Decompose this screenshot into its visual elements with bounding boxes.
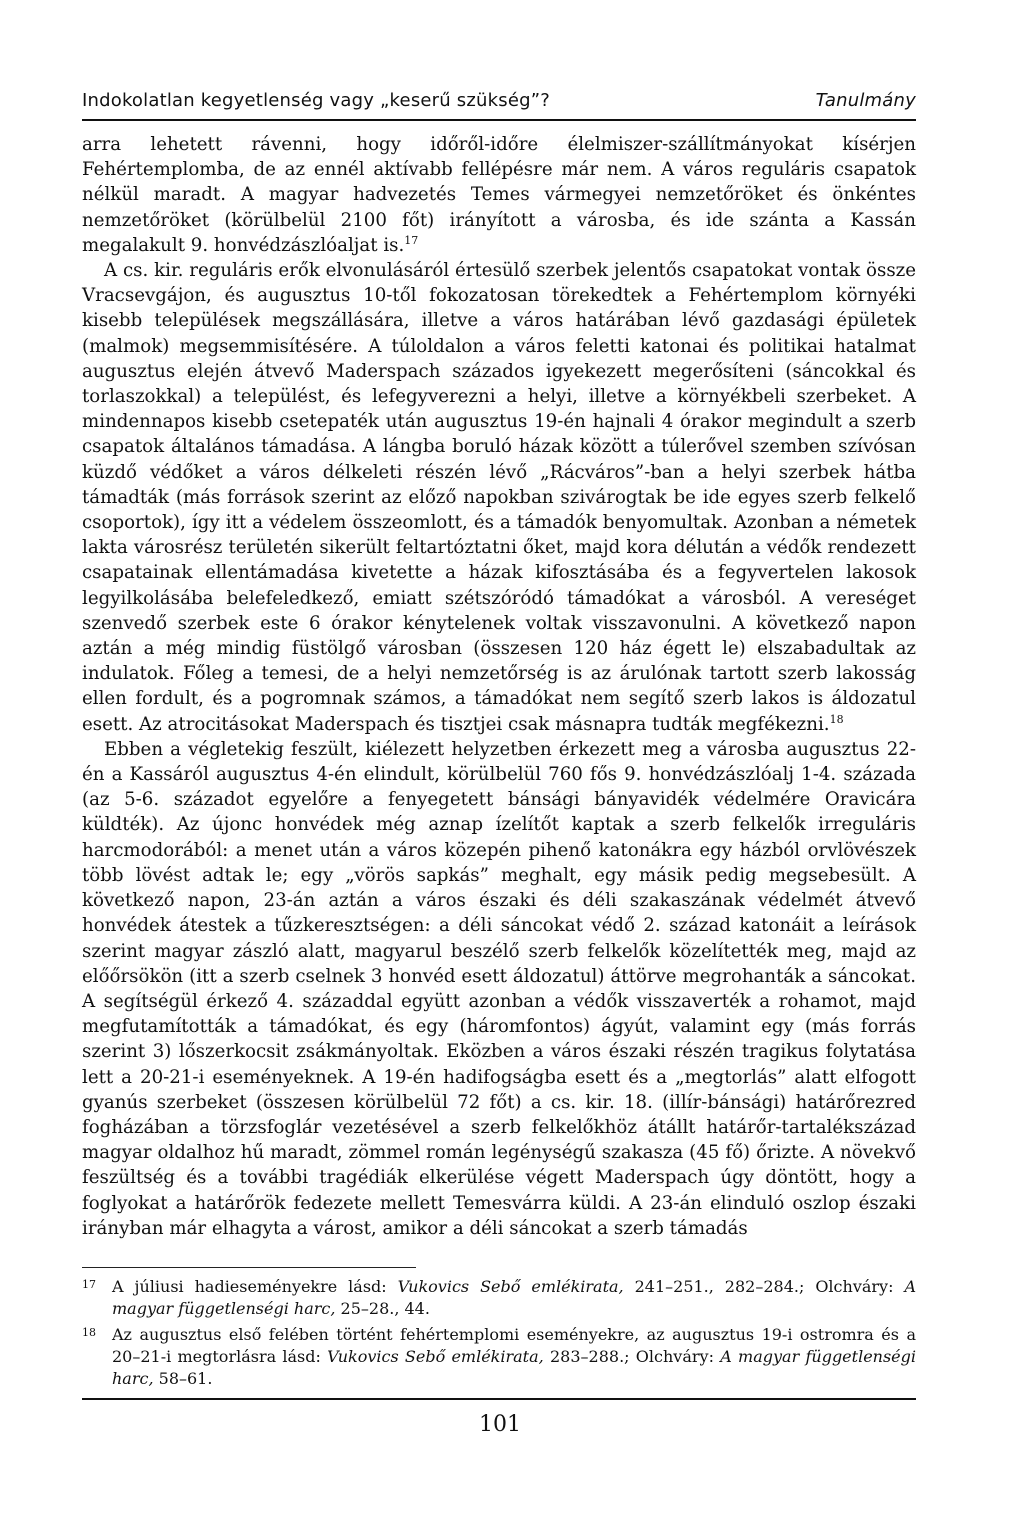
paragraph-2-text: A cs. kir. reguláris erők elvonulásáról értesülő szerbek jelentős csapatokat vontak össze Vracsevgájon, és augusztus 10-től fokozatosan törekedtek a Fehértemplom környéki kisebb települések megszállására, illetve a város határában lévő gazdasági épületek (malmok) megsemmisítésére. A túloldalon a város feletti katonai és politikai hatalmat augusztus elején átvevő Maderspach százados igyekezett megerősíteni (sáncokkal és torlaszokkal) a települést, és lefegyverezni a helyi, illetve a környékbeli szerbeket. A mindennapos kisebb csetepaték után augusztus 19-én hajnali 4 órakor megindult a szerb csapatok általános támadása. A lángba boruló házak között a túlerővel szemben szívósan küzdő védőket a város délkeleti részén lévő „Rácváros”-ban a helyi szerbek hátba támadták (más források szerint az előző napokban szivárogtak be ide egyes szerb felkelő csoportok), így itt a védelem összeomlott, és a támadók benyomultak. Azonban a németek lakta városrész területén sikerült feltartóztatni őket, majd kora délután a védők rendezett csapatainak ellentámadása kivetette a házak kifosztásába és a fegyvertelen lakosok legyilkolásába belefeledkező, emiatt szétszóródó támadókat a városból. A vereséget szenvedő szerbek este 6 órakor kénytelenek voltak visszavonulni. A következő napon aztán a még mindig füstölgő városban (összesen 120 ház égett le) elszabadultak az indulatok. Főleg a temesi, de a helyi nemzetőrség is az árulónak tartott szerb lakosság ellen fordult, és a pogromnak számos, a támadókat nem segítő szerb lakos is áldozatul esett. Az atrocitásokat Maderspach és tisztjei csak másnapra tudták megfékezni. [82, 260, 916, 735]
running-header [82, 88, 916, 114]
footnote-text-part: Az augusztus első felében történt fehértemplomi eseményekre, az augusztus 19-i ostromra és a 20–21-i megtorlásra lásd: [112, 1325, 916, 1366]
footnote-ref-18[interactable]: 18 [829, 712, 844, 726]
paragraph-3 [82, 737, 916, 1241]
footnote-text-part: 25–28., 44. [335, 1299, 430, 1318]
page-number: 101 [479, 1412, 521, 1437]
footnote-text [112, 1324, 916, 1390]
header-rule [82, 119, 916, 121]
footnote-text [112, 1276, 916, 1320]
body-text [82, 132, 916, 1241]
footnote-number: 18 [82, 1326, 96, 1339]
footnote-18 [82, 1324, 916, 1390]
bottom-rule [82, 1398, 916, 1400]
footnotes [82, 1276, 916, 1394]
footnote-citation-title: Vukovics Sebő emlékirata, [397, 1277, 624, 1296]
paragraph-1-text: arra lehetett rávenni, hogy időről-időre élelmiszer-szállítmányokat kísérjen Fehértemplomba, de az ennél aktívabb fellépésre már nem. A város reguláris csapatok nélkül maradt. A magyar hadvezetés Temes vármegyei nemzetőröket és önkéntes nemzetőröket (körülbelül 2100 főt) irányított a városba, és ide szánta a Kassán megalakult 9. honvédzászlóaljat is. [82, 134, 916, 256]
running-title: Indokolatlan kegyetlenség vagy „keserű szükség”? [82, 90, 551, 111]
footnote-text-part: 241–251., 282–284.; Olchváry: [623, 1277, 905, 1296]
paragraph-1 [82, 132, 916, 258]
paragraph-2 [82, 258, 916, 737]
section-label: Tanulmány [815, 90, 916, 111]
footnote-number: 17 [82, 1278, 96, 1291]
footnote-text-part: A júliusi hadieseményekre lásd: [112, 1277, 398, 1296]
footnote-rule [82, 1267, 416, 1268]
footnote-citation-title: A magyar függetlenségi harc, [112, 1277, 916, 1318]
footnote-ref-17[interactable]: 17 [404, 233, 419, 247]
footnote-citation-title: Vukovics Sebő emlékirata, [327, 1347, 544, 1366]
footnote-text-part: 283–288.; Olchváry: [543, 1347, 721, 1366]
footnote-17 [82, 1276, 916, 1320]
footnote-citation-title: A magyar függetlenségi harc, [112, 1347, 917, 1388]
paragraph-3-text: Ebben a végletekig feszült, kiélezett helyzetben érkezett meg a városba augusztus 22-én a Kassáról augusztus 4-én elindult, körülbelül 760 fős 9. honvédzászlóalj 1-4. százada (az 5-6. századot egyelőre a fenyegetett bánsági bányavidék védelmére Oravicára küldték). Az újonc honvédek még aznap ízelítőt kaptak a szerb felkelők irreguláris harcmodorából: a menet után a város közepén pihenő katonákra egy házból orvlövészek több lövést adtak le; egy „vörös sapkás” meghalt, egy másik pedig megsebesült. A következő napon, 23-án aztán a város északi és déli szakaszának védelmét átvevő honvédek átestek a tűzkeresztségen: a déli sáncokat védő 2. század katonáit a leírások szerint magyar zászló alatt, magyarul beszélő szerb felkelők közelítették meg, majd az előőrsökön (itt a szerb cselnek 3 honvéd esett áldozatul) áttörve megrohanták a sáncokat. A segítségül érkező 4. századdal együtt azonban a védők visszaverték a rohamot, majd megfutamították a támadókat, és egy (háromfontos) ágyút, valamint egy (más forrás szerint 3) lőszerkocsit zsákmányoltak. Eközben a város északi részén tragikus folytatása lett a 20-21-i eseményeknek. A 19-én hadifogságba esett és a „megtorlás” alatt elfogott gyanús szerbeket (összesen körülbelül 72 főt) a cs. kir. 18. (illír-bánsági) határőrezred fogházában a törzsfoglár vezetésével a szerb felkelőkhöz átállt határőr-tartalékszázad magyar oldalhoz hű maradt, zömmel román legénységű szakasza (45 fő) őrizte. A növekvő feszültség és a további tragédiák elkerülése végett Maderspach úgy döntött, hogy a foglyokat a határőrök fedezete mellett Temesvárra küldi. A 23-án elinduló oszlop északi irányban már elhagyta a várost, amikor a déli sáncokat a szerb támadás [82, 738, 916, 1239]
footnote-text-part: 58–61. [153, 1369, 213, 1388]
